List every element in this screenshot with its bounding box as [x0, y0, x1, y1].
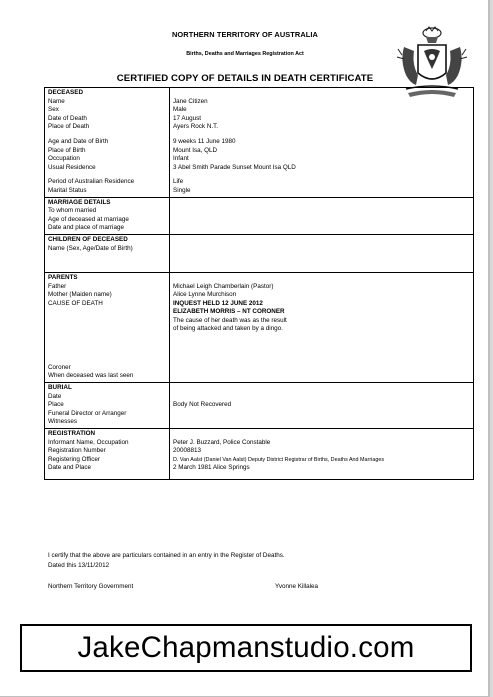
name-label: Name [48, 97, 65, 105]
children-values [170, 234, 474, 272]
residence-period-label: Period of Australian Residence [48, 178, 135, 186]
coroner-label: Coroner [48, 363, 71, 371]
act-subtitle: Births, Deaths and Marriages Registration Act [186, 51, 304, 57]
registration-heading: REGISTRATION [48, 430, 96, 437]
registering-officer-value: D. Van Aalst (Daniel Van Aalst) Deputy District Registrar of Births, Deaths And Marriages [173, 456, 385, 463]
parents-heading: PARENTS [48, 273, 78, 281]
name-value: Jane Citizen [173, 97, 208, 105]
burial-date-label: Date [48, 392, 62, 400]
burial-heading: BURIAL [48, 384, 72, 392]
deceased-values [170, 88, 474, 198]
place-of-birth-value: Mount Isa, QLD [173, 146, 218, 154]
deceased-heading: DECEASED [48, 89, 83, 96]
marriage-heading: MARRIAGE DETAILS [48, 198, 111, 206]
witnesses-label: Witnesses [48, 418, 78, 426]
mother-value: Alice Lynne Murchison [173, 291, 237, 299]
signatory-name: Yvonne Killalea [275, 583, 319, 590]
deceased-section [45, 88, 474, 198]
government-name: Northern Territory Government [48, 583, 134, 590]
studio-watermark: JakeChapmanstudio.com [20, 624, 472, 672]
marriage-values [170, 197, 474, 234]
sex-value: Male [173, 106, 187, 114]
burial-section [45, 383, 474, 429]
burial-labels [45, 383, 170, 429]
cause-line-1: INQUEST HELD 12 JUNE 2012 [173, 299, 263, 307]
marital-status-value: Single [173, 186, 191, 194]
cause-line-4: of being attacked and taken by a dingo. [173, 325, 283, 333]
registration-number-label: Registration Number [48, 447, 106, 455]
burial-place-value: Body Not Recovered [173, 401, 232, 409]
age-dob-value: 9 weeks 11 June 1980 [173, 137, 236, 145]
certificate-table [44, 87, 474, 480]
registering-officer-label: Registering Officer [48, 455, 101, 463]
burial-values [170, 383, 474, 429]
marital-status-label: Marital Status [48, 186, 87, 194]
informant-label: Informant Name, Occupation [48, 438, 129, 446]
jurisdiction-title: NORTHERN TERRITORY OF AUSTRALIA [172, 30, 318, 39]
marriage-date-place-label: Date and place of marriage [48, 224, 124, 232]
funeral-director-label: Funeral Director or Arranger [48, 409, 127, 417]
children-heading: CHILDREN OF DECEASED [48, 235, 128, 243]
place-of-birth-label: Place of Birth [48, 146, 86, 154]
marriage-labels [45, 197, 170, 234]
registration-section [45, 429, 474, 480]
children-name-label: Name (Sex, Age/Date of Birth) [48, 244, 133, 252]
certification-statement: I certify that the above are particulars contained in an entry in the Register of Deaths. [48, 552, 285, 559]
document-title: CERTIFIED COPY OF DETAILS IN DEATH CERTIFICATE [116, 73, 374, 84]
registration-number-value: 20008813 [173, 447, 202, 455]
mother-label: Mother (Maiden name) [48, 291, 112, 299]
date-of-death-label: Date of Death [48, 114, 87, 122]
registration-values [170, 429, 474, 480]
informant-value: Peter J. Buzzard, Police Constable [173, 438, 271, 446]
father-value: Michael Leigh Chamberlain (Pastor) [173, 282, 274, 290]
cause-of-death-label: CAUSE OF DEATH [48, 299, 103, 307]
marriage-section [45, 197, 474, 234]
cause-line-2: ELIZABETH MORRIS – NT CORONER [173, 308, 285, 316]
occupation-value: Infant [173, 155, 189, 163]
age-dob-label: Age and Date of Birth [48, 137, 109, 145]
last-seen-label: When deceased was last seen [48, 372, 134, 380]
parents-labels [45, 272, 170, 382]
parents-section [45, 272, 474, 382]
dated-line: Dated this 13/11/2012 [48, 562, 110, 569]
registration-labels [45, 429, 170, 480]
registration-date-place-label: Date and Place [48, 464, 92, 472]
to-whom-married-label: To whom married [48, 207, 97, 215]
occupation-label: Occupation [48, 155, 80, 163]
place-of-death-value: Ayers Rock N.T. [173, 123, 219, 131]
father-label: Father [48, 282, 67, 290]
residence-period-value: Life [173, 178, 184, 186]
sex-label: Sex [48, 106, 59, 114]
children-section [45, 234, 474, 272]
registration-date-place-value: 2 March 1981 Alice Springs [173, 464, 250, 472]
burial-place-label: Place [48, 401, 64, 409]
usual-residence-value: 3 Abel Smith Parade Sunset Mount Isa QLD [173, 163, 296, 171]
place-of-death-label: Place of Death [48, 123, 90, 131]
parents-values [170, 272, 474, 382]
deceased-labels [45, 88, 170, 198]
children-labels [45, 234, 170, 272]
age-at-marriage-label: Age of deceased at marriage [48, 215, 129, 223]
date-of-death-value: 17 August [173, 114, 202, 122]
cause-line-3: The cause of her death was as the result [173, 316, 287, 324]
usual-residence-label: Usual Residence [48, 163, 96, 171]
